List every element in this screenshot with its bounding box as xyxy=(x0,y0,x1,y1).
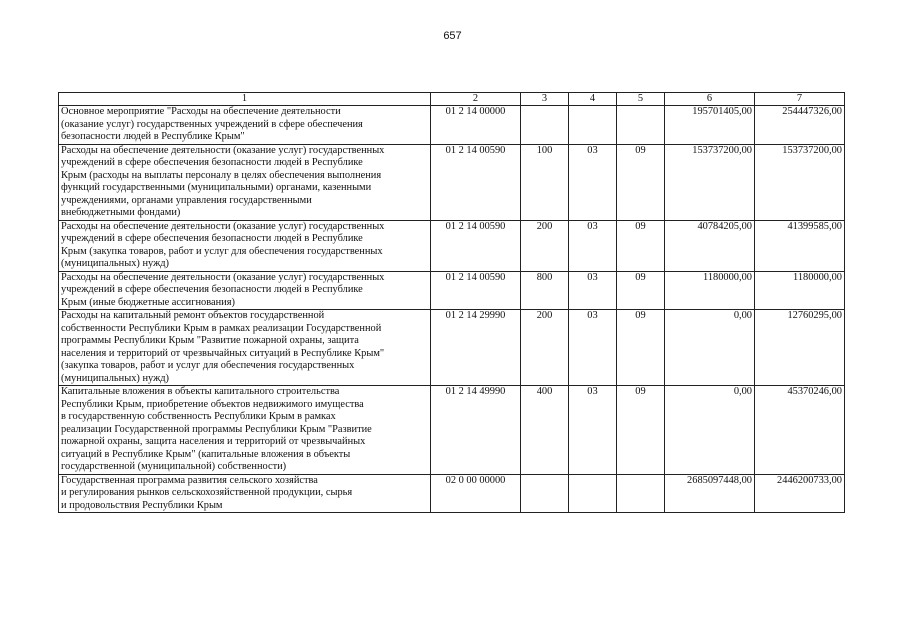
column-header: 1 xyxy=(59,93,431,106)
table-row xyxy=(59,144,845,220)
expense-name-line: Крым (расходы на выплаты персоналу в целях обеспечения выполнения xyxy=(61,169,382,181)
table-row xyxy=(59,310,845,386)
section-cell: 03 xyxy=(569,386,617,475)
expense-type-cell: 100 xyxy=(521,144,569,220)
expense-name-line: учреждений в сфере обеспечения безопасности людей в Республике xyxy=(61,157,363,168)
amount-year1-cell: 1180000,00 xyxy=(665,271,755,310)
expense-name-line: Республики Крым, приобретение объектов недвижимого имущества xyxy=(61,398,364,410)
page-number: 657 xyxy=(443,30,462,42)
expense-name-line: безопасности людей в Республике Крым" xyxy=(61,131,245,142)
subsection-cell: 09 xyxy=(617,271,665,310)
expense-name-line: программы Республики Крым "Развитие пожарной охраны, защита xyxy=(61,335,359,346)
section-cell: 03 xyxy=(569,220,617,271)
expense-type-cell: 800 xyxy=(521,271,569,310)
amount-year2-cell: 153737200,00 xyxy=(755,144,845,220)
expense-name-line: Государственная программа развития сельского хозяйства xyxy=(61,474,318,486)
expense-name-cell xyxy=(59,220,431,271)
amount-year2-cell: 12760295,00 xyxy=(755,310,845,386)
expense-name-line: Капитальные вложения в объекты капитального строительства xyxy=(61,386,340,397)
expense-name-line: Расходы на обеспечение деятельности (оказание услуг) государственных xyxy=(61,271,385,283)
subsection-cell: 09 xyxy=(617,310,665,386)
expense-name-line: государственной (муниципальной) собственности) xyxy=(61,461,287,472)
expense-name-cell xyxy=(59,310,431,386)
amount-year2-cell: 45370246,00 xyxy=(755,386,845,475)
expense-name-line: (оказание услуг) государственных учреждений в сфере обеспечения xyxy=(61,118,363,130)
expense-name-line: учреждениями, органами управления государственными xyxy=(61,194,312,206)
expense-name-line: Крым (закупка товаров, работ и услуг для обеспечения государственных xyxy=(61,245,383,257)
expense-name-line: собственности Республики Крым в рамках реализации Государственной xyxy=(61,322,382,334)
amount-year1-cell: 2685097448,00 xyxy=(665,474,755,513)
expense-name-line: Расходы на обеспечение деятельности (оказание услуг) государственных xyxy=(61,220,385,232)
table-body xyxy=(59,106,845,513)
expense-name-line: реализации Государственной программы Республики Крым "Развитие xyxy=(61,423,372,435)
subsection-cell: 09 xyxy=(617,144,665,220)
expense-name-line: внебюджетными фондами) xyxy=(61,207,181,218)
column-header: 2 xyxy=(431,93,521,106)
target-article-cell: 01 2 14 00000 xyxy=(431,106,521,145)
table-row xyxy=(59,106,845,145)
section-cell: 03 xyxy=(569,144,617,220)
target-article-cell: 01 2 14 00590 xyxy=(431,144,521,220)
expense-type-cell: 200 xyxy=(521,310,569,386)
amount-year1-cell: 40784205,00 xyxy=(665,220,755,271)
expense-name-line: пожарной охраны, защита населения и территорий от чрезвычайных xyxy=(61,436,366,447)
section-cell: 03 xyxy=(569,310,617,386)
expense-name-cell xyxy=(59,474,431,513)
expense-name-line: (муниципальных) нужд) xyxy=(61,258,170,269)
expense-name-line: функций государственными (муниципальными) органами, казенными xyxy=(61,182,372,193)
section-cell: 03 xyxy=(569,271,617,310)
expense-name-line: (муниципальных) нужд) xyxy=(61,372,170,384)
target-article-cell: 01 2 14 00590 xyxy=(431,271,521,310)
subsection-cell xyxy=(617,474,665,513)
expense-name-cell xyxy=(59,144,431,220)
column-header: 6 xyxy=(665,93,755,106)
section-cell xyxy=(569,474,617,513)
amount-year1-cell: 153737200,00 xyxy=(665,144,755,220)
table-row xyxy=(59,271,845,310)
column-header: 7 xyxy=(755,93,845,106)
table-row xyxy=(59,386,845,475)
expense-name-cell xyxy=(59,271,431,310)
amount-year1-cell: 195701405,00 xyxy=(665,106,755,145)
expense-name-line: (закупка товаров, работ и услуг для обеспечения государственных xyxy=(61,360,355,371)
header-row xyxy=(59,93,845,106)
table-row xyxy=(59,220,845,271)
expense-name-line: учреждений в сфере обеспечения безопасности людей в Республике xyxy=(61,233,363,244)
budget-table xyxy=(58,92,845,513)
expense-name-cell xyxy=(59,106,431,145)
expense-type-cell: 200 xyxy=(521,220,569,271)
amount-year1-cell: 0,00 xyxy=(665,386,755,475)
expense-type-cell: 400 xyxy=(521,386,569,475)
expense-name-cell xyxy=(59,386,431,475)
target-article-cell: 01 2 14 00590 xyxy=(431,220,521,271)
amount-year2-cell: 254447326,00 xyxy=(755,106,845,145)
expense-name-line: Основное мероприятие "Расходы на обеспечение деятельности xyxy=(61,106,341,117)
subsection-cell: 09 xyxy=(617,220,665,271)
expense-name-line: и продовольствия Республики Крым xyxy=(61,499,223,511)
expense-type-cell xyxy=(521,474,569,513)
amount-year2-cell: 1180000,00 xyxy=(755,271,845,310)
amount-year2-cell: 2446200733,00 xyxy=(755,474,845,513)
expense-name-line: ситуаций в Республике Крым" (капитальные вложения в объекты xyxy=(61,448,351,460)
expense-name-line: Расходы на капитальный ремонт объектов государственной xyxy=(61,310,325,321)
section-cell xyxy=(569,106,617,145)
subsection-cell xyxy=(617,106,665,145)
expense-name-line: учреждений в сфере обеспечения безопасности людей в Республике xyxy=(61,284,363,295)
expense-name-line: населения и территорий от чрезвычайных ситуаций в Республике Крым" xyxy=(61,347,385,359)
target-article-cell: 02 0 00 00000 xyxy=(431,474,521,513)
subsection-cell: 09 xyxy=(617,386,665,475)
expense-name-line: Крым (иные бюджетные ассигнования) xyxy=(61,296,235,308)
amount-year2-cell: 41399585,00 xyxy=(755,220,845,271)
expense-name-line: и регулирования рынков сельскохозяйственной продукции, сырья xyxy=(61,487,353,498)
column-header: 3 xyxy=(521,93,569,106)
expense-type-cell xyxy=(521,106,569,145)
target-article-cell: 01 2 14 29990 xyxy=(431,310,521,386)
table-row xyxy=(59,474,845,513)
column-header: 5 xyxy=(617,93,665,106)
amount-year1-cell: 0,00 xyxy=(665,310,755,386)
target-article-cell: 01 2 14 49990 xyxy=(431,386,521,475)
expense-name-line: в государственную собственность Республики Крым в рамках xyxy=(61,411,336,422)
expense-name-line: Расходы на обеспечение деятельности (оказание услуг) государственных xyxy=(61,144,385,156)
column-header: 4 xyxy=(569,93,617,106)
